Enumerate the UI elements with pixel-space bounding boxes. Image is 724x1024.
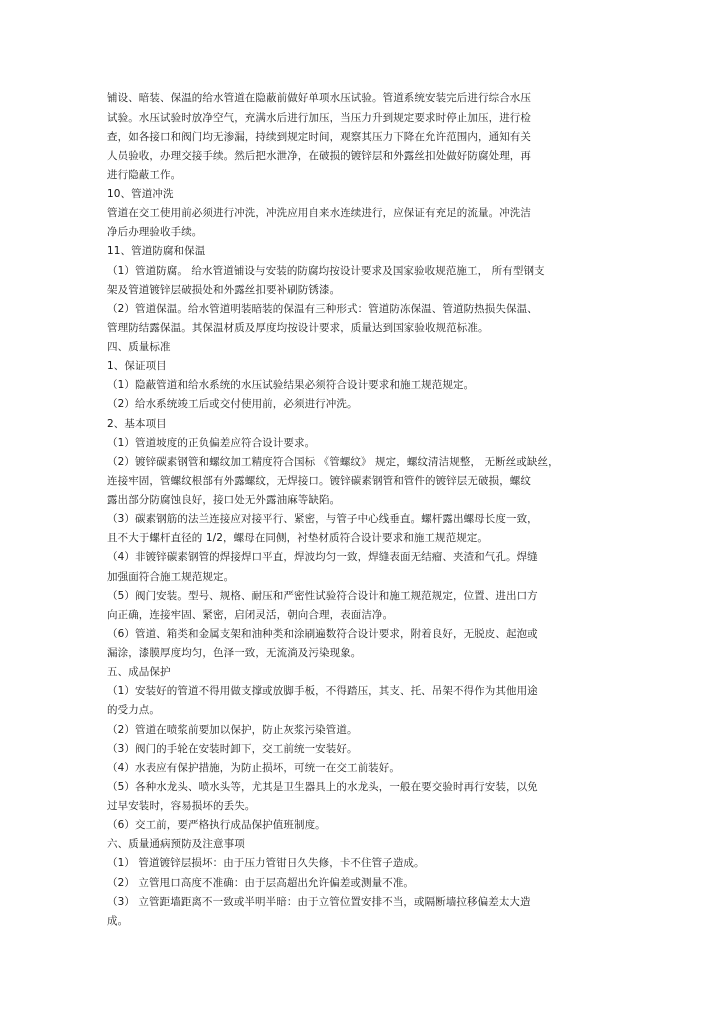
body-text-line: （1）隐蔽管道和给水系统的水压试验结果必须符合设计要求和施工规范规定。 — [107, 379, 475, 391]
section-heading: 2、基本项目 — [107, 418, 167, 430]
section-heading: 11、管道防腐和保温 — [107, 245, 206, 257]
section-heading: 六、质量通病预防及注意事项 — [107, 838, 245, 850]
body-text-line: 查，如各接口和阀门均无渗漏，持续到规定时间，观察其压力下降在允许范围内，通知有关 — [107, 131, 531, 143]
body-text-line: （6）交工前，要严格执行成品保护值班制度。 — [107, 819, 326, 831]
body-text-line: 人员验收，办理交接手续。然后把水泄净，在破损的镀锌层和外露丝扣处做好防腐处理，再 — [107, 150, 531, 162]
section-heading: 10、管道冲洗 — [107, 188, 174, 200]
body-text-line: （2）管道在喷浆前要加以保护，防止灰浆污染管道。 — [107, 724, 358, 736]
body-text-line: （3） 立管距墙距离不一致或半明半暗：由于立管位置安排不当，或隔断墙拉移偏差太大造 — [107, 896, 531, 908]
body-text-line: 过早安装时，容易损坏的丢失。 — [107, 800, 256, 812]
body-text-line: 且不大于螺杆直径的 1/2，螺母在同侧，衬垫材质符合设计要求和施工规范规定。 — [107, 532, 489, 544]
body-text-line: （1）管道坡度的正负偏差应符合设计要求。 — [107, 437, 316, 449]
body-text-line: （6）管道、箱类和金属支架和油种类和涂刷遍数符合设计要求，附着良好，无脱皮、起泡或 — [107, 628, 538, 640]
body-text-line: 连接牢固，管螺纹根部有外露螺纹，无焊接口。镀锌碳素钢管和管件的镀锌层无破损，螺纹 — [107, 475, 531, 487]
body-text-line: （5）各种水龙头、喷水头等，尤其是卫生器具上的水龙头，一般在要交验时再行安装，以免 — [107, 781, 538, 793]
body-text-line: 成。 — [107, 915, 129, 927]
body-text-line: （3）阀门的手轮在安装时卸下，交工前统一安装好。 — [107, 743, 358, 755]
section-heading: 四、质量标准 — [107, 341, 171, 353]
body-text-line: （2）给水系统竣工后或交付使用前，必须进行冲洗。 — [107, 398, 358, 410]
body-text-line: 铺设、暗装、保温的给水管道在隐蔽前做好单项水压试验。管道系统安装完后进行综合水压 — [107, 92, 531, 104]
body-text-line: （1）安装好的管道不得用做支撑或放脚手板，不得踏压，其支、托、吊架不得作为其他用途 — [107, 685, 538, 697]
body-text-line: 露出部分防腐蚀良好，接口处无外露油麻等缺陷。 — [107, 494, 341, 506]
body-text-line: （4）非镀锌碳素钢管的焊接焊口平直，焊波均匀一致，焊缝表面无结瘤、夹渣和气孔。焊缝 — [107, 551, 538, 563]
body-text-line: 架及管道镀锌层破损处和外露丝扣要补刷防锈漆。 — [107, 284, 341, 296]
body-text-line: （2） 立管甩口高度不准确：由于层高超出允许偏差或测量不准。 — [107, 877, 415, 889]
body-text-line: （5）阀门安装。型号、规格、耐压和严密性试验符合设计和施工规范规定，位置、进出口方 — [107, 590, 538, 602]
body-text-line: （1） 管道镀锌层损坏：由于压力管钳日久失修，卡不住管子造成。 — [107, 857, 425, 869]
body-text-line: 加强面符合施工规范规定。 — [107, 571, 235, 583]
section-heading: 1、保证项目 — [107, 360, 167, 372]
body-text-line: （2）镀锌碳素钢管和螺纹加工精度符合国标 《管螺纹》 规定，螺纹清洁规整， 无断丝或缺丝， — [107, 456, 559, 468]
body-text-line: 向正确，连接牢固、紧密，启闭灵活，朝向合理，表面洁净。 — [107, 609, 394, 621]
body-text-line: 漏涂，漆膜厚度均匀，色泽一致，无流淌及污染现象。 — [107, 647, 362, 659]
body-text-line: 管理防结露保温。其保温材质及厚度均按设计要求，质量达到国家验收规范标准。 — [107, 322, 489, 334]
body-text-line: 的受力点。 — [107, 704, 160, 716]
body-text-line: 净后办理验收手续。 — [107, 226, 203, 238]
body-text-line: （4）水表应有保护措施，为防止损坏，可统一在交工前装好。 — [107, 762, 400, 774]
body-text-line: （3）碳素钢筋的法兰连接应对接平行、紧密，与管子中心线垂直。螺杆露出螺母长度一致， — [107, 513, 538, 525]
section-heading: 五、成品保护 — [107, 666, 171, 678]
body-text-line: 进行隐蔽工作。 — [107, 169, 182, 181]
body-text-line: 管道在交工使用前必须进行冲洗，冲洗应用自来水连续进行，应保证有充足的流量。冲洗洁 — [107, 207, 531, 219]
body-text-line: （1）管道防腐。 给水管道铺设与安装的防腐均按设计要求及国家验收规范施工， 所有型钢支 — [107, 265, 545, 277]
body-text-line: （2）管道保温。给水管道明装暗装的保温有三种形式：管道防冻保温、管道防热损失保温、 — [107, 303, 538, 315]
body-text-line: 试验。水压试验时放净空气，充满水后进行加压，当压力升到规定要求时停止加压，进行检 — [107, 112, 531, 124]
